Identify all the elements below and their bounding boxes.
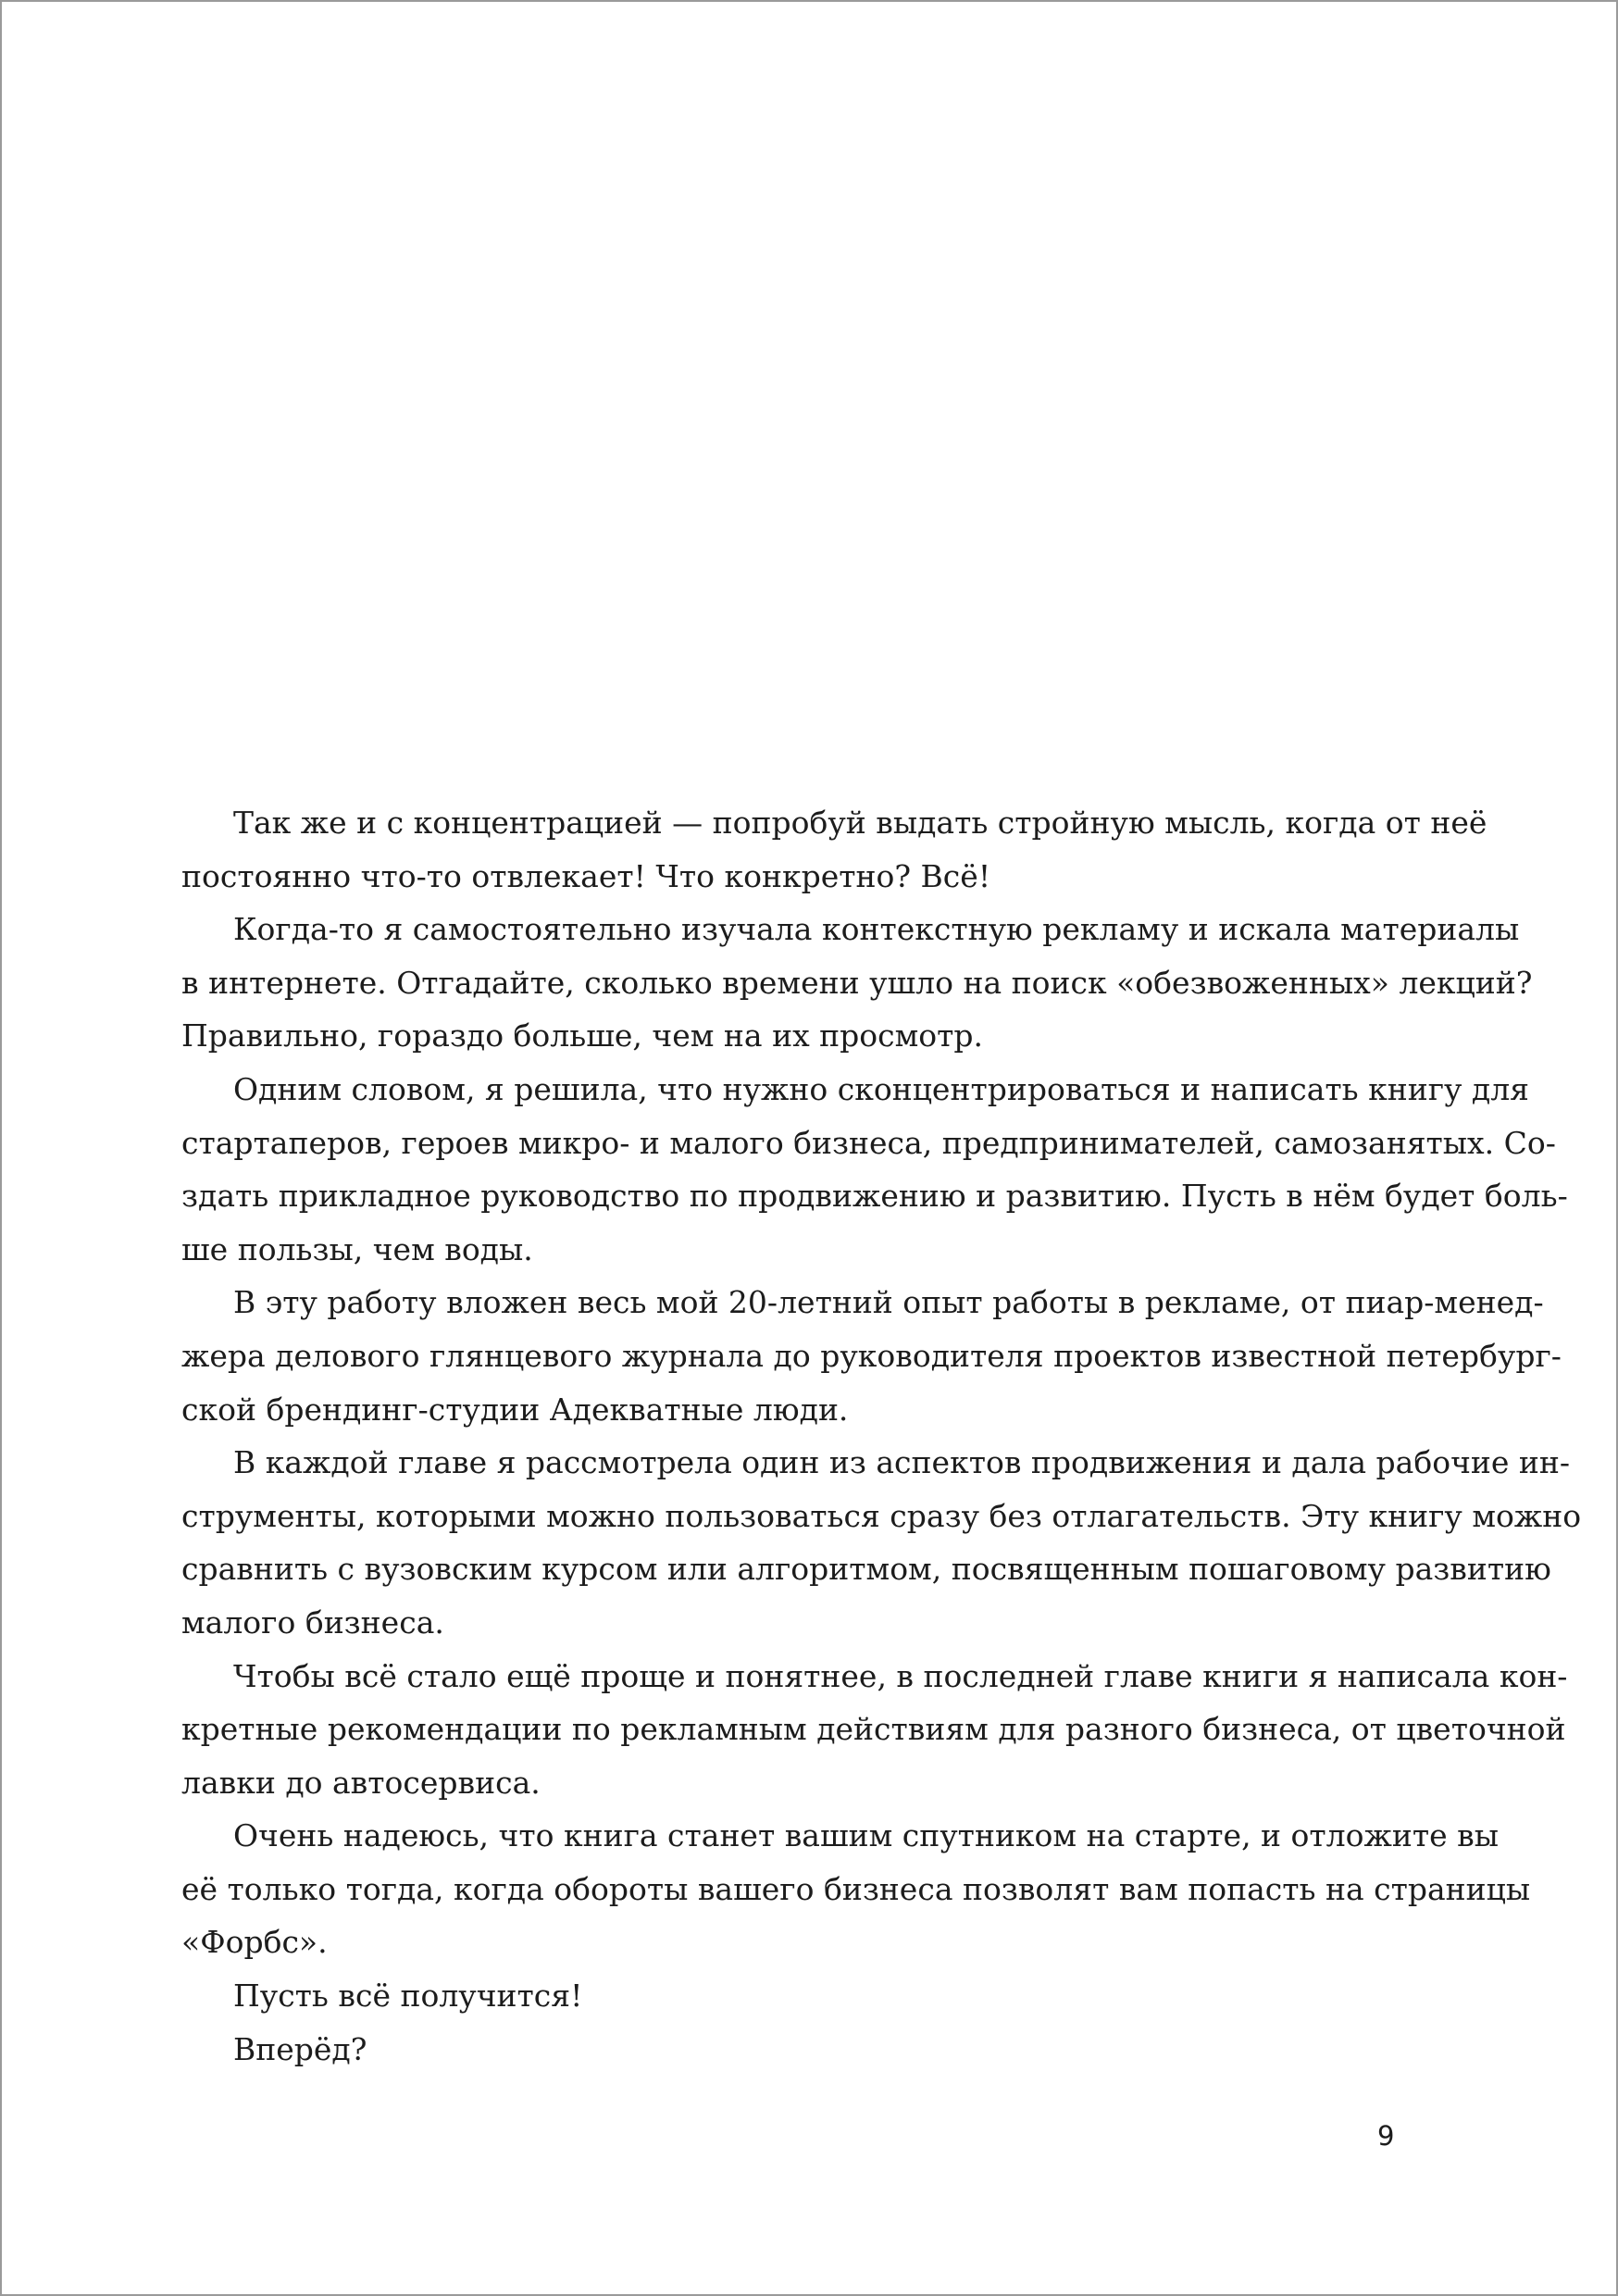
text-line: Очень надеюсь, что книга станет вашим спутником на старте, и отложите вы [233,1817,1499,1854]
text-line: её только тогда, когда обороты вашего бизнеса позволят вам попасть на страницы [181,1870,1531,1907]
text-line: Когда-то я самостоятельно изучала контекстную рекламу и искала материалы [233,911,1520,948]
text-line: струменты, которыми можно пользоваться сразу без отлагательств. Эту книгу можно [181,1497,1582,1534]
text-line: ской брендинг-студии Адекватные люди. [181,1391,849,1428]
text-line: в интернете. Отгадайте, сколько времени ушло на поиск «обезвоженных» лекций? [181,964,1533,1001]
text-line: Вперёд? [233,2030,367,2067]
text-line: кретные рекомендации по рекламным действиям для разного бизнеса, от цветочной [181,1711,1566,1748]
body-text [181,796,1582,2076]
text-line: постоянно что-то отвлекает! Что конкретно? Всё! [181,857,991,894]
text-line: В эту работу вложен весь мой 20-летний опыт работы в рекламе, от пиар-менед- [233,1284,1544,1321]
text-line: малого бизнеса. [181,1603,444,1641]
text-line: сравнить с вузовским курсом или алгоритмом, посвященным пошаговому развитию [181,1551,1551,1588]
text-line: здать прикладное руководство по продвижению и развитию. Пусть в нём будет боль- [181,1178,1568,1215]
page-number: 9 [1377,2120,1395,2152]
text-line: Одним словом, я решила, что нужно сконцентрироваться и написать книгу для [233,1070,1530,1107]
text-line: стартаперов, героев микро- и малого бизнеса, предпринимателей, самозанятых. Со- [181,1124,1556,1161]
text-line: Чтобы всё стало ещё проще и понятнее, в последней главе книги я написала кон- [233,1657,1568,1694]
text-line: Так же и с концентрацией — попробуй выдать стройную мысль, когда от неё [233,805,1487,841]
text-line: ше пользы, чем воды. [181,1230,533,1267]
text-line: лавки до автосервиса. [181,1764,541,1801]
text-line: Пусть всё получится! [233,1978,583,2015]
text-line: В каждой главе я рассмотрела один из аспектов продвижения и дала рабочие ин- [233,1444,1571,1481]
text-line: Правильно, гораздо больше, чем на их просмотр. [181,1017,984,1054]
text-line: жера делового глянцевого журнала до руководителя проектов известной петербург- [181,1337,1562,1374]
text-line: «Форбс». [181,1924,328,1961]
